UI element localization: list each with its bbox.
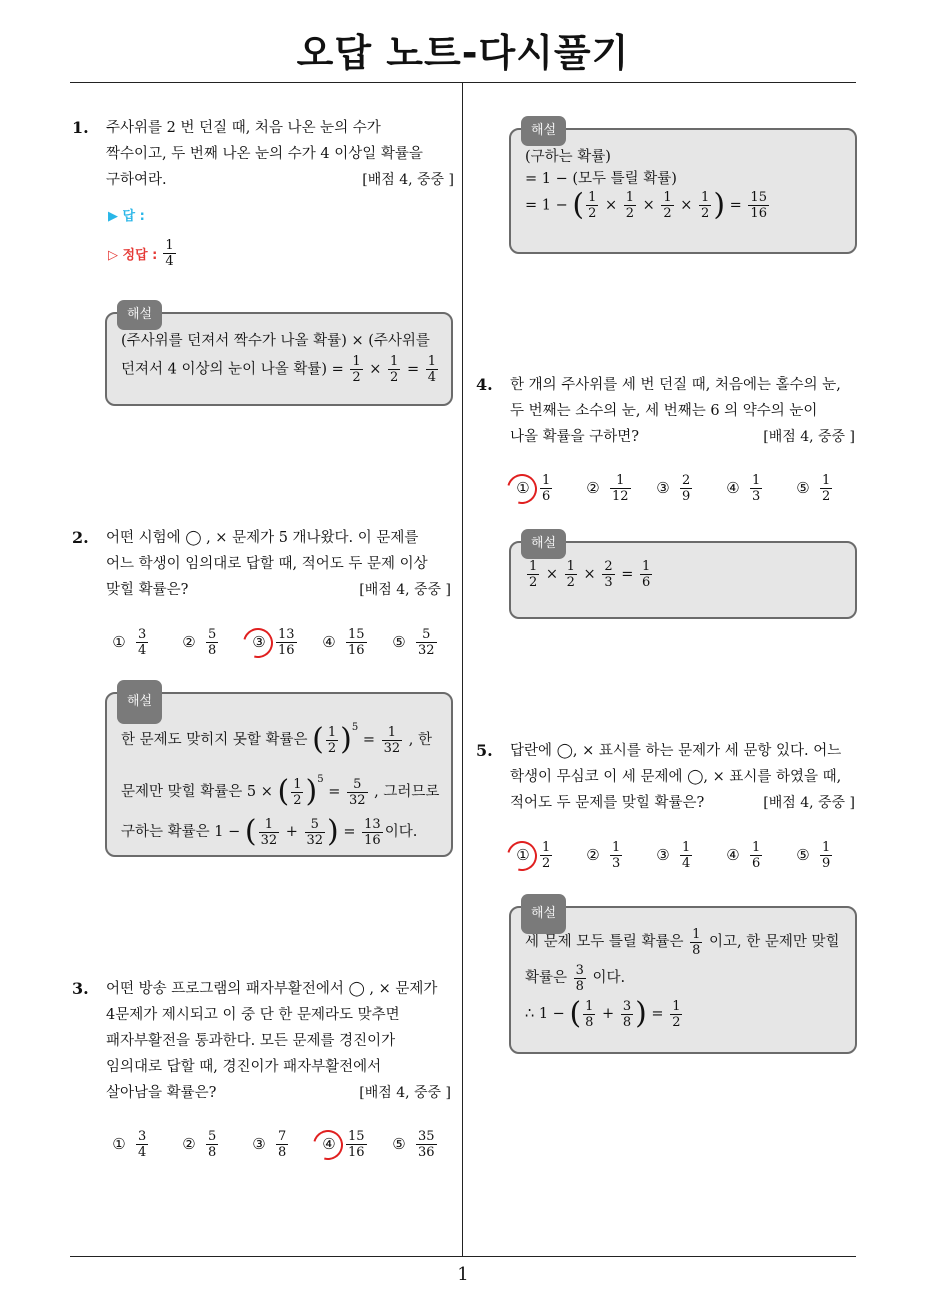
explanation-line: (구하는 확률)	[525, 149, 611, 165]
choice-5[interactable]	[390, 1124, 439, 1164]
choice-2[interactable]	[584, 835, 624, 875]
explanation-label: 해설	[117, 300, 162, 330]
fraction-numerator: 2	[604, 559, 613, 574]
explanation-text: , 그러므로	[374, 784, 440, 800]
choice-3[interactable]	[654, 835, 694, 875]
choice-marker: ②	[182, 633, 196, 651]
fraction-denominator: 2	[663, 206, 672, 221]
fraction-denominator: 4	[138, 642, 147, 658]
choices-5	[514, 835, 854, 875]
question-meta: [배점 4, 중중 ]	[763, 795, 855, 811]
fraction-numerator: 1	[566, 559, 575, 574]
choice-5[interactable]	[390, 622, 439, 662]
fraction	[820, 473, 832, 504]
correct-answer-label: ▷ 정답 :	[108, 248, 158, 263]
question-line: 적어도 두 문제를 맞힐 확률은?	[510, 795, 705, 811]
fraction-numerator: 1	[692, 926, 701, 942]
operator: =	[621, 566, 634, 583]
question-4-number: 4.	[476, 375, 493, 394]
fraction-denominator: 2	[327, 740, 337, 756]
fraction	[750, 840, 762, 871]
paren: (	[569, 996, 582, 1031]
fraction-denominator: 32	[260, 832, 278, 848]
fraction-denominator: 4	[427, 370, 436, 385]
question-5-number: 5.	[476, 741, 493, 760]
fraction-denominator: 2	[625, 206, 635, 221]
fraction	[346, 627, 367, 658]
fraction	[416, 1129, 437, 1160]
fraction-denominator: 8	[585, 1014, 594, 1030]
fraction-numerator: 1	[822, 839, 831, 855]
choice-marker: ⑤	[392, 633, 406, 651]
fraction	[565, 559, 577, 590]
choice-1[interactable]	[110, 1124, 150, 1164]
fraction-denominator: 4	[682, 855, 691, 871]
fraction	[426, 354, 438, 385]
fraction-denominator: 32	[418, 642, 435, 658]
fraction	[136, 1129, 148, 1160]
explanation-text: = 1 −	[525, 197, 568, 214]
top-divider	[70, 82, 856, 83]
correct-answer-value	[163, 238, 175, 269]
fraction-numerator: 1	[612, 839, 621, 855]
explanation-label: 해설	[521, 529, 566, 559]
fraction	[586, 190, 598, 221]
question-3-number: 3.	[72, 979, 89, 998]
fraction-denominator: 16	[348, 642, 365, 658]
explanation-box-3	[509, 123, 857, 254]
question-4-text	[510, 372, 855, 450]
explanation-text: 던져서 4 이상의 눈이 나올 확률) =	[121, 361, 344, 378]
choice-marker: ⑤	[796, 479, 810, 497]
fraction	[680, 473, 692, 504]
choices-3	[110, 1124, 450, 1164]
explanation-line	[525, 960, 841, 996]
paren: )	[340, 722, 352, 757]
operator: =	[651, 1006, 664, 1022]
selected-circle-icon	[502, 469, 543, 510]
fraction-numerator: 1	[701, 190, 710, 205]
question-meta: [배점 4, 중중 ]	[359, 582, 451, 598]
choice-marker: ⑤	[796, 846, 810, 864]
explanation-text: 세 문제 모두 틀릴 확률은	[525, 934, 684, 950]
choices-2	[110, 622, 450, 662]
fraction-denominator: 2	[822, 488, 831, 504]
fraction-numerator: 5	[310, 816, 319, 832]
choice-marker: ③	[656, 479, 670, 497]
operator: =	[362, 732, 375, 748]
fraction-numerator: 5	[208, 1128, 217, 1144]
fraction-denominator: 16	[348, 1144, 365, 1160]
fraction-denominator: 2	[542, 855, 551, 871]
choice-marker: ②	[182, 1135, 196, 1153]
fraction-numerator: 1	[752, 472, 761, 488]
fraction-denominator: 3	[752, 488, 761, 504]
fraction	[610, 473, 631, 504]
fraction	[661, 190, 673, 221]
question-line: 맞힐 확률은?	[106, 582, 189, 598]
explanation-text: 이고, 한 문제만 맞힐	[709, 934, 840, 950]
fraction-numerator: 1	[165, 238, 174, 253]
explanation-line	[121, 760, 440, 812]
fraction-denominator: 8	[692, 942, 701, 958]
question-2-text	[106, 525, 451, 603]
choice-marker: ③	[252, 1135, 266, 1153]
exponent: 5	[317, 774, 324, 785]
fraction	[206, 627, 218, 658]
user-answer-label: ▶ 답 :	[108, 209, 145, 224]
paren: )	[327, 814, 339, 849]
column-divider	[462, 82, 463, 1257]
fraction	[326, 725, 338, 756]
fraction-numerator: 7	[278, 1128, 287, 1144]
fraction-denominator: 36	[418, 1144, 435, 1160]
fraction	[291, 777, 303, 808]
fraction	[602, 559, 614, 590]
fraction-numerator: 15	[348, 1128, 365, 1144]
question-meta: [배점 4, 중중 ]	[362, 172, 454, 188]
explanation-box-5	[509, 906, 857, 1054]
fraction-numerator: 1	[663, 190, 672, 205]
question-meta: [배점 4, 중중 ]	[763, 429, 855, 445]
paren: )	[635, 996, 647, 1031]
operator: =	[406, 361, 420, 378]
fraction	[640, 559, 652, 590]
fraction-numerator: 1	[542, 839, 551, 855]
correct-answer	[108, 238, 178, 269]
fraction-numerator: 3	[622, 998, 632, 1014]
fraction	[206, 1129, 218, 1160]
question-line: 어느 학생이 임의대로 답할 때, 적어도 두 문제 이상	[106, 556, 428, 572]
fraction	[610, 840, 622, 871]
explanation-line	[121, 354, 437, 385]
operator: ×	[545, 566, 559, 583]
fraction	[276, 1129, 288, 1160]
question-line: 주사위를 2 번 던질 때, 처음 나온 눈의 수가	[106, 120, 381, 136]
explanation-text: 이다.	[592, 970, 626, 986]
selected-circle-icon	[238, 623, 279, 664]
selected-circle-icon	[502, 836, 543, 877]
fraction-denominator: 6	[641, 575, 651, 590]
fraction	[699, 190, 711, 221]
operator: ×	[642, 197, 655, 214]
explanation-text: 한 문제도 맞히지 못할 확률은	[121, 732, 308, 748]
selected-circle-icon	[308, 1125, 349, 1166]
choices-4	[514, 468, 854, 508]
fraction	[690, 927, 702, 958]
choice-2[interactable]	[180, 622, 220, 662]
fraction-numerator: 1	[264, 816, 273, 832]
question-line: 학생이 무심코 이 세 문제에 ◯, × 표시를 하였을 때,	[510, 769, 842, 785]
fraction-denominator: 2	[529, 575, 538, 590]
fraction	[276, 627, 297, 658]
fraction-denominator: 2	[566, 575, 575, 590]
choice-marker: ③	[656, 846, 670, 864]
explanation-box-4	[509, 536, 857, 619]
choice-2[interactable]	[180, 1124, 220, 1164]
operator: ×	[369, 361, 382, 378]
fraction-denominator: 8	[208, 642, 217, 658]
question-1-number: 1.	[72, 118, 89, 137]
fraction	[574, 963, 586, 994]
explanation-line	[121, 812, 437, 852]
operator: =	[343, 824, 356, 840]
fraction	[362, 817, 383, 848]
fraction-numerator: 1	[352, 354, 361, 369]
question-line: 구하여라.	[106, 172, 167, 188]
choice-marker: ⑤	[392, 1135, 406, 1153]
fraction-denominator: 3	[604, 575, 613, 590]
operator: =	[328, 784, 341, 800]
fraction-denominator: 8	[575, 978, 584, 994]
explanation-text: 이다.	[384, 824, 418, 840]
fraction-denominator: 6	[752, 855, 761, 871]
fraction-denominator: 2	[588, 206, 597, 221]
choice-1[interactable]	[514, 468, 554, 508]
question-line: 어떤 시험에 ◯ , × 문제가 5 개나왔다. 이 문제를	[106, 530, 419, 546]
fraction-numerator: 3	[138, 626, 147, 642]
fraction	[416, 627, 437, 658]
choice-marker: ①	[516, 479, 530, 497]
fraction-numerator: 1	[588, 190, 597, 205]
explanation-line	[525, 996, 841, 1032]
fraction-denominator: 32	[306, 832, 324, 848]
fraction-numerator: 13	[278, 626, 295, 642]
fraction-denominator: 9	[682, 488, 691, 504]
fraction-denominator: 2	[293, 792, 302, 808]
choice-3[interactable]	[250, 622, 299, 662]
fraction	[136, 627, 148, 658]
choice-marker: ④	[322, 1135, 336, 1153]
operator: ×	[680, 197, 693, 214]
explanation-line	[525, 559, 841, 590]
explanation-line: (주사위를 던져서 짝수가 나올 확률) × (주사위를	[121, 333, 430, 349]
fraction	[748, 190, 769, 221]
choice-3[interactable]	[250, 1124, 290, 1164]
fraction-numerator: 1	[822, 472, 831, 488]
fraction-numerator: 1	[616, 472, 625, 488]
fraction-numerator: 1	[625, 190, 635, 205]
fraction	[621, 999, 633, 1030]
fraction-numerator: 1	[387, 724, 397, 740]
fraction-denominator: 6	[542, 488, 551, 504]
fraction	[583, 999, 595, 1030]
fraction-denominator: 2	[672, 1014, 681, 1030]
fraction-numerator: 1	[641, 559, 651, 574]
fraction	[820, 840, 832, 871]
fraction-denominator: 8	[208, 1144, 217, 1160]
fraction	[388, 354, 400, 385]
fraction-numerator: 1	[293, 776, 302, 792]
fraction-numerator: 1	[327, 724, 337, 740]
fraction-numerator: 2	[682, 472, 691, 488]
choice-4[interactable]	[724, 835, 764, 875]
paren: (	[277, 774, 290, 809]
bottom-divider	[70, 1256, 856, 1257]
fraction-numerator: 1	[682, 839, 691, 855]
fraction	[624, 190, 636, 221]
choice-marker: ④	[322, 633, 336, 651]
fraction-denominator: 9	[822, 855, 831, 871]
question-line: 두 번째는 소수의 눈, 세 번째는 6 의 약수의 눈이	[510, 403, 818, 419]
fraction	[305, 817, 326, 848]
choice-4[interactable]	[320, 622, 369, 662]
choice-1[interactable]	[514, 835, 554, 875]
fraction-denominator: 32	[348, 792, 366, 808]
explanation-text: , 한	[408, 732, 432, 748]
fraction-numerator: 3	[138, 1128, 147, 1144]
operator: ×	[604, 197, 618, 214]
fraction-numerator: 5	[422, 626, 431, 642]
fraction	[670, 999, 682, 1030]
explanation-text: 구하는 확률은 1 −	[121, 824, 241, 840]
paren: (	[312, 722, 324, 757]
choice-5[interactable]	[794, 468, 834, 508]
explanation-text: 확률은	[525, 970, 568, 986]
fraction-numerator: 1	[752, 839, 761, 855]
choice-4[interactable]	[320, 1124, 369, 1164]
operator: ×	[583, 566, 596, 583]
fraction-numerator: 15	[348, 626, 365, 642]
paren: (	[244, 814, 257, 849]
question-meta: [배점 4, 중중 ]	[359, 1085, 451, 1101]
fraction-numerator: 1	[390, 354, 399, 369]
fraction	[350, 354, 362, 385]
question-line: 한 개의 주사위를 세 번 던질 때, 처음에는 홀수의 눈,	[510, 377, 841, 393]
fraction-denominator: 16	[364, 832, 381, 848]
choice-marker: ①	[112, 633, 126, 651]
operator: +	[602, 1006, 615, 1022]
fraction-denominator: 32	[383, 740, 401, 756]
question-line: 짝수이고, 두 번째 나온 눈의 수가 4 이상일 확률을	[106, 146, 423, 162]
page-title: 오답 노트-다시풀기	[296, 31, 630, 75]
choice-2[interactable]	[584, 468, 633, 508]
choice-4[interactable]	[724, 468, 764, 508]
explanation-box-2	[105, 692, 453, 857]
fraction-denominator: 3	[612, 855, 621, 871]
fraction-numerator: 3	[575, 962, 584, 978]
fraction-denominator: 4	[165, 254, 174, 269]
choice-marker: ②	[586, 479, 600, 497]
question-1-text	[106, 115, 454, 193]
fraction-denominator: 16	[750, 206, 767, 221]
fraction	[347, 777, 368, 808]
fraction-numerator: 35	[418, 1128, 435, 1144]
explanation-line	[525, 187, 841, 223]
fraction-numerator: 1	[529, 559, 538, 574]
choice-5[interactable]	[794, 835, 834, 875]
fraction-denominator: 12	[612, 488, 629, 504]
paren: )	[305, 774, 318, 809]
fraction-numerator: 5	[353, 776, 362, 792]
fraction	[750, 473, 762, 504]
fraction-denominator: 8	[622, 1014, 632, 1030]
fraction	[540, 840, 552, 871]
fraction-denominator: 2	[352, 370, 361, 385]
page-number: 1	[457, 1264, 469, 1285]
choice-marker: ②	[586, 846, 600, 864]
fraction-denominator: 4	[138, 1144, 147, 1160]
fraction	[346, 1129, 367, 1160]
fraction	[540, 473, 552, 504]
question-line: 패자부활전을 통과한다. 모든 문제를 경진이가	[106, 1033, 396, 1049]
explanation-label: 해설	[521, 894, 566, 934]
explanation-line	[525, 924, 841, 960]
explanation-text: ∴ 1 −	[525, 1006, 565, 1022]
choice-marker: ①	[516, 846, 530, 864]
fraction-numerator: 5	[208, 626, 217, 642]
fraction-numerator: 1	[585, 998, 594, 1014]
choice-marker: ④	[726, 479, 740, 497]
question-line: 어떤 방송 프로그램의 패자부활전에서 ◯ , × 문제가	[106, 981, 438, 997]
fraction	[527, 559, 539, 590]
fraction-denominator: 8	[278, 1144, 287, 1160]
choice-marker: ①	[112, 1135, 126, 1153]
choice-1[interactable]	[110, 622, 150, 662]
fraction-denominator: 2	[390, 370, 399, 385]
explanation-line: = 1 − (모두 틀릴 확률)	[525, 171, 677, 187]
choice-marker: ④	[726, 846, 740, 864]
fraction-numerator: 13	[364, 816, 381, 832]
fraction	[680, 840, 692, 871]
fraction-numerator: 1	[672, 998, 681, 1014]
question-line: 나올 확률을 구하면?	[510, 429, 640, 445]
fraction-numerator: 1	[427, 354, 436, 369]
question-line: 4문제가 제시되고 이 중 단 한 문제라도 맞추면	[106, 1007, 400, 1023]
question-5-text	[510, 738, 855, 816]
fraction	[382, 725, 403, 756]
question-line: 살아남을 확률은?	[106, 1085, 217, 1101]
explanation-label: 해설	[521, 116, 566, 146]
fraction	[259, 817, 280, 848]
paren: (	[572, 187, 585, 223]
fraction-denominator: 2	[701, 206, 710, 221]
operator: =	[729, 197, 742, 214]
choice-3[interactable]	[654, 468, 694, 508]
question-line: 임의대로 답할 때, 경진이가 패자부활전에서	[106, 1059, 382, 1075]
fraction-numerator: 1	[542, 472, 551, 488]
fraction-denominator: 16	[278, 642, 295, 658]
question-line: 답란에 ◯, × 표시를 하는 문제가 세 문항 있다. 어느	[510, 743, 842, 759]
exponent: 5	[351, 722, 359, 733]
operator: +	[285, 824, 298, 840]
explanation-label: 해설	[117, 680, 162, 724]
explanation-box-1	[105, 307, 453, 406]
question-3-text	[106, 976, 451, 1106]
choice-marker: ③	[252, 633, 266, 651]
paren: )	[713, 187, 726, 223]
fraction-numerator: 15	[750, 190, 767, 205]
explanation-line	[121, 708, 437, 760]
question-2-number: 2.	[72, 528, 89, 547]
explanation-text: 문제만 맞힐 확률은 5 ×	[121, 784, 273, 800]
